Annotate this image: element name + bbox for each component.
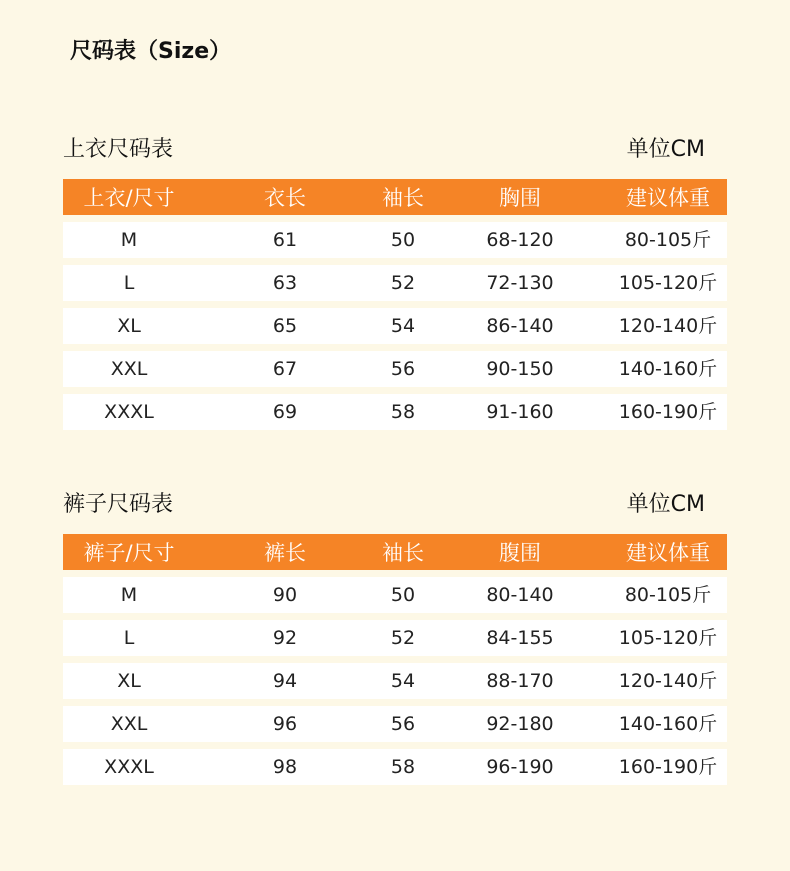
header-cell-size: 上衣/尺寸 — [83, 186, 175, 210]
cell-length: 61 — [272, 229, 298, 251]
page-title: 尺码表（Size） — [70, 39, 232, 64]
pants-size-section — [63, 485, 727, 785]
cell-size: M — [120, 229, 138, 251]
cell-weight: 105-120斤 — [618, 272, 718, 294]
cell-length: 90 — [272, 584, 298, 606]
table-row — [63, 222, 727, 258]
table-header-row — [63, 179, 727, 215]
pants-section-header — [63, 485, 727, 519]
cell-length: 69 — [272, 401, 298, 423]
cell-sleeve: 54 — [390, 315, 416, 337]
cell-waist: 92-180 — [486, 713, 554, 735]
cell-sleeve: 56 — [390, 713, 416, 735]
table-row — [63, 749, 727, 785]
cell-waist: 96-190 — [486, 756, 554, 778]
pants-section-title: 裤子尺码表 — [63, 492, 174, 517]
cell-size: XXXL — [104, 756, 154, 778]
cell-size: XXL — [110, 713, 148, 735]
cell-waist: 88-170 — [486, 670, 554, 692]
table-row — [63, 265, 727, 301]
cell-size: XL — [117, 670, 141, 692]
header-cell-length: 裤长 — [264, 541, 306, 565]
cell-sleeve: 52 — [390, 272, 416, 294]
cell-weight: 160-190斤 — [618, 756, 718, 778]
cell-chest: 72-130 — [486, 272, 554, 294]
cell-weight: 120-140斤 — [618, 670, 718, 692]
header-cell-sleeve: 袖长 — [382, 186, 424, 210]
table-row — [63, 706, 727, 742]
cell-weight: 80-105斤 — [624, 584, 712, 606]
table-row — [63, 577, 727, 613]
cell-size: XXXL — [104, 401, 154, 423]
header-cell-chest: 胸围 — [499, 186, 541, 210]
table-row — [63, 620, 727, 656]
cell-weight: 105-120斤 — [618, 627, 718, 649]
cell-length: 63 — [272, 272, 298, 294]
cell-chest: 91-160 — [486, 401, 554, 423]
cell-weight: 160-190斤 — [618, 401, 718, 423]
cell-size: XL — [117, 315, 141, 337]
cell-length: 96 — [272, 713, 298, 735]
header-cell-length: 衣长 — [264, 186, 306, 210]
header-cell-size: 裤子/尺寸 — [83, 541, 175, 565]
tops-size-section — [63, 130, 727, 430]
table-row — [63, 351, 727, 387]
header-cell-weight: 建议体重 — [626, 541, 710, 565]
cell-weight: 80-105斤 — [624, 229, 712, 251]
cell-sleeve: 54 — [390, 670, 416, 692]
cell-weight: 140-160斤 — [618, 358, 718, 380]
cell-sleeve: 52 — [390, 627, 416, 649]
pants-size-table — [63, 534, 727, 785]
cell-sleeve: 50 — [390, 584, 416, 606]
cell-size: L — [123, 627, 135, 649]
table-row — [63, 308, 727, 344]
tops-unit-label: 单位CM — [626, 137, 705, 162]
cell-length: 67 — [272, 358, 298, 380]
cell-chest: 86-140 — [486, 315, 554, 337]
cell-chest: 68-120 — [486, 229, 554, 251]
cell-sleeve: 50 — [390, 229, 416, 251]
table-header-row — [63, 534, 727, 570]
cell-sleeve: 56 — [390, 358, 416, 380]
cell-weight: 140-160斤 — [618, 713, 718, 735]
cell-waist: 84-155 — [486, 627, 554, 649]
header-cell-weight: 建议体重 — [626, 186, 710, 210]
cell-length: 94 — [272, 670, 298, 692]
tops-section-header — [63, 130, 727, 164]
cell-sleeve: 58 — [390, 756, 416, 778]
tops-size-table — [63, 179, 727, 430]
header-cell-sleeve: 袖长 — [382, 541, 424, 565]
cell-chest: 90-150 — [486, 358, 554, 380]
cell-length: 92 — [272, 627, 298, 649]
cell-length: 65 — [272, 315, 298, 337]
table-row — [63, 663, 727, 699]
cell-waist: 80-140 — [486, 584, 554, 606]
header-cell-waist: 腹围 — [499, 541, 541, 565]
cell-length: 98 — [272, 756, 298, 778]
cell-size: L — [123, 272, 135, 294]
cell-sleeve: 58 — [390, 401, 416, 423]
cell-size: XXL — [110, 358, 148, 380]
cell-weight: 120-140斤 — [618, 315, 718, 337]
table-row — [63, 394, 727, 430]
cell-size: M — [120, 584, 138, 606]
pants-unit-label: 单位CM — [626, 492, 705, 517]
tops-section-title: 上衣尺码表 — [63, 137, 174, 162]
